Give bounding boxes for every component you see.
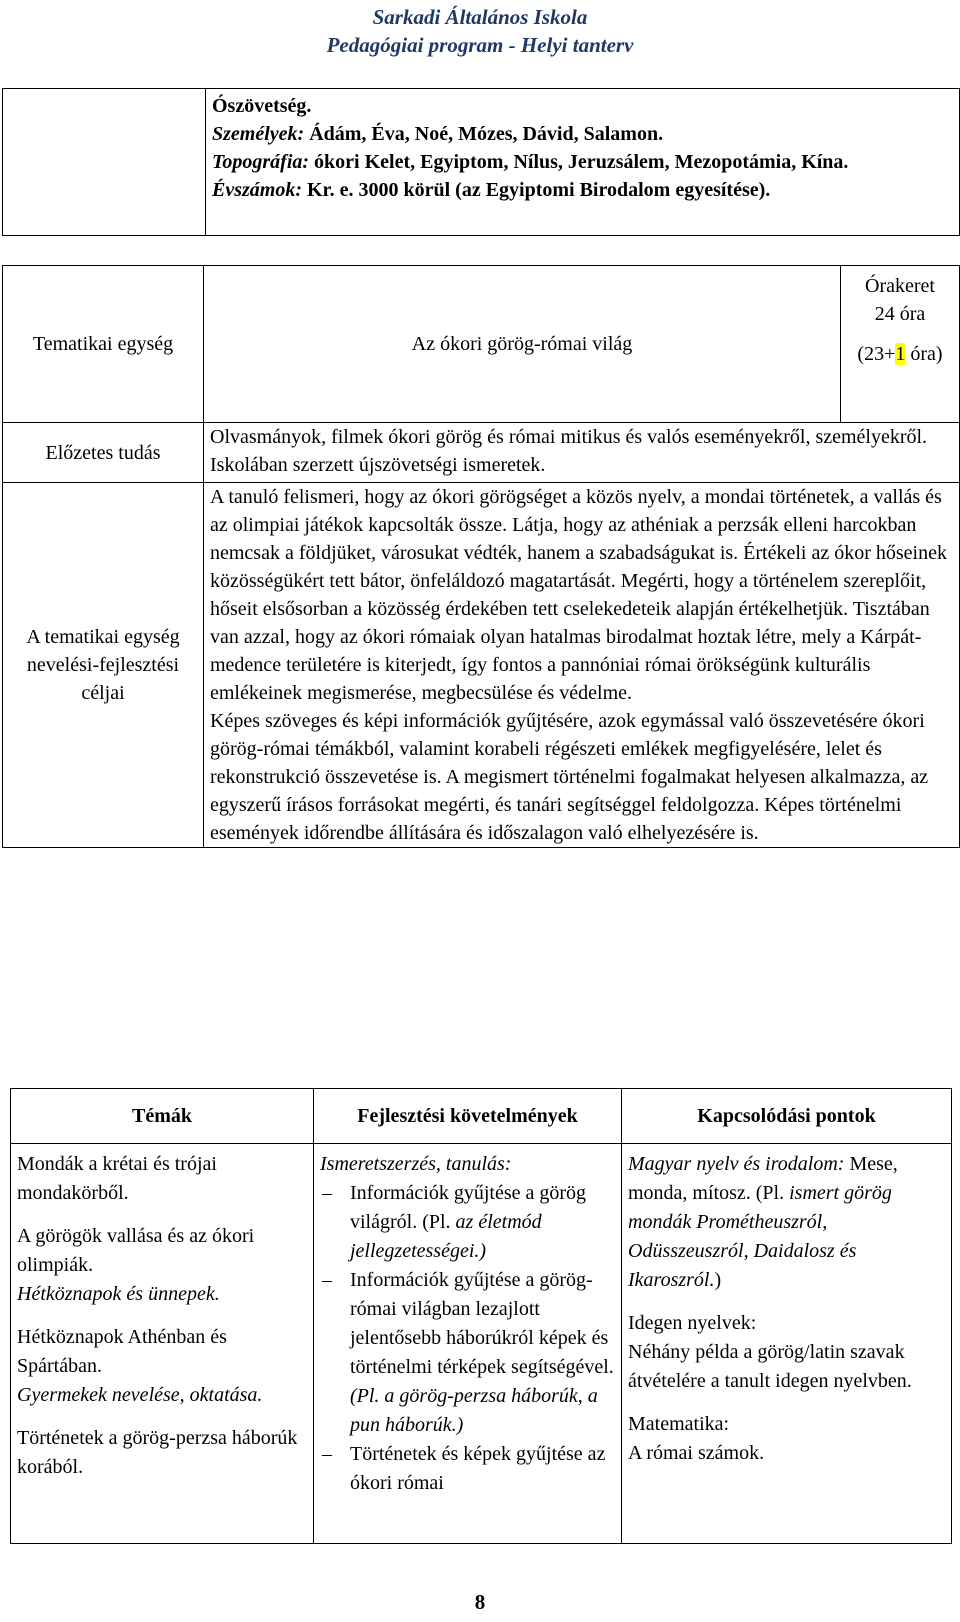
page-number: 8 (474, 1590, 486, 1614)
topic-item: Hétköznapok és ünnepek. (17, 1283, 220, 1305)
old-testament-line: Ószövetség. (212, 95, 312, 117)
header-requirements: Fejlesztési követelmények (314, 1089, 622, 1144)
topic-item: Gyermekek nevelése, oktatása. (17, 1384, 263, 1406)
topics-table (10, 1088, 952, 1544)
link-math-text: A római számok. (628, 1442, 765, 1464)
requirements-title: Ismeretszerzés, tanulás: (320, 1153, 512, 1175)
hours-cell (841, 266, 960, 423)
dash-icon: – (322, 1182, 332, 1204)
goals-label: A tematikai egység nevelési-fejlesztési céljai (3, 483, 204, 848)
years-line: Évszámok: Kr. e. 3000 körül (az Egyiptomi Birodalom egyesítése). (212, 179, 771, 201)
topics-cell (11, 1144, 314, 1544)
topic-item: Történetek a görög-perzsa háborúk korából. (17, 1427, 298, 1478)
links-cell (622, 1144, 952, 1544)
school-name: Sarkadi Általános Iskola (372, 5, 588, 29)
requirements-cell (314, 1144, 622, 1544)
link-math-title: Matematika: (628, 1413, 730, 1435)
link-languages-text: Néhány példa a görög/latin szavak átvételére a tanult idegen nyelvben. (628, 1341, 912, 1392)
requirement-item: – Információk gyűjtése a görög világról. (Pl. az életmód jellegzetességei.) (320, 1179, 615, 1266)
requirement-item: – Információk gyűjtése a görög-római világban lezajlott jelentősebb háborúkról képek és történelmi térképek segítségével. (Pl. a görög-perzsa háborúk, a pun háborúk.) (320, 1266, 615, 1440)
unit-label: Tematikai egység (3, 266, 204, 423)
topography-line: Topográfia: ókori Kelet, Egyiptom, Nílus, Jeruzsálem, Mezopotámia, Kína. (212, 151, 849, 173)
topic-item: Mondák a krétai és trójai mondakörből. (17, 1153, 217, 1204)
header-topics: Témák (11, 1089, 314, 1144)
prior-knowledge-text: Olvasmányok, filmek ókori görög és római mitikus és valós eseményekről, személyekről. Iskolában szerzett újszövetségi ismeretek. (204, 423, 960, 483)
document-title: Pedagógiai program - Helyi tanterv (326, 33, 634, 57)
topic-item: A görögök vallása és az ókori olimpiák. (17, 1225, 255, 1276)
hours-split: (23+1 óra) (857, 343, 943, 365)
goals-text (204, 483, 960, 848)
persons-line: Személyek: Ádám, Éva, Noé, Mózes, Dávid, Salamon. (212, 123, 664, 145)
dash-icon: – (322, 1269, 332, 1291)
hours-label: Órakeret (865, 275, 935, 297)
header-links: Kapcsolódási pontok (622, 1089, 952, 1144)
empty-cell (3, 89, 206, 236)
link-languages-title: Idegen nyelvek: (628, 1312, 757, 1334)
hours-value: 24 óra (874, 303, 926, 325)
unit-table (2, 265, 960, 848)
requirement-item: – Történetek és képek gyűjtése az ókori római (320, 1440, 615, 1498)
goals-paragraph-2: Képes szöveges és képi információk gyűjtésére, azok egymással való összevetésére ókori görög-római témákból, valamint korabeli régészeti emlékek megfigyelésére, lelet és rekonstrukció összevetése is. A megismert történelmi fogalmakat helyesen alkalmazza, az egyszerű írásos forrásokat megérti, és tanári segítséggel feldolgozza. Képes történelmi események időrendbe állítására és időszalagon való elhelyezésére is. (210, 710, 929, 844)
goals-paragraph-1: A tanuló felismeri, hogy az ókori görögséget a közös nyelv, a mondai történetek, a vallás és az olimpiai játékok kapcsolták össze. Látja, hogy az athéniak a perzsák elleni harcokban nemcsak a földjüket, városukat védték, hanem a szabadságukat is. Értékeli az ókor hőseinek közösségükért tett bátor, önfeláldozó magatartását. Megérti, hogy a történelem szereplőit, hőseit elsősorban a közösség érdekében tett cselekedeteik alapján értékelhetjük. Tisztában van azzal, hogy az ókori rómaiak olyan hatalmas birodalmat hoztak létre, mely a Kárpát-medence területére is kiterjedt, így fontos a pannóniai római örökségünk kulturális emlékeinek megismerése, megbecsülése és védelme. (210, 486, 947, 704)
dash-icon: – (322, 1443, 332, 1465)
unit-title: Az ókori görög-római világ (204, 266, 841, 423)
link-literature: Magyar nyelv és irodalom: Mese, monda, mítosz. (Pl. ismert görög mondák Prométheuszról, Odüsszeuszról, Daidalosz és Ikaroszról.) (628, 1153, 898, 1291)
continued-content (206, 89, 960, 236)
prior-knowledge-label: Előzetes tudás (3, 423, 204, 483)
topic-item: Hétköznapok Athénban és Spártában. (17, 1326, 227, 1377)
continued-table (2, 88, 960, 236)
